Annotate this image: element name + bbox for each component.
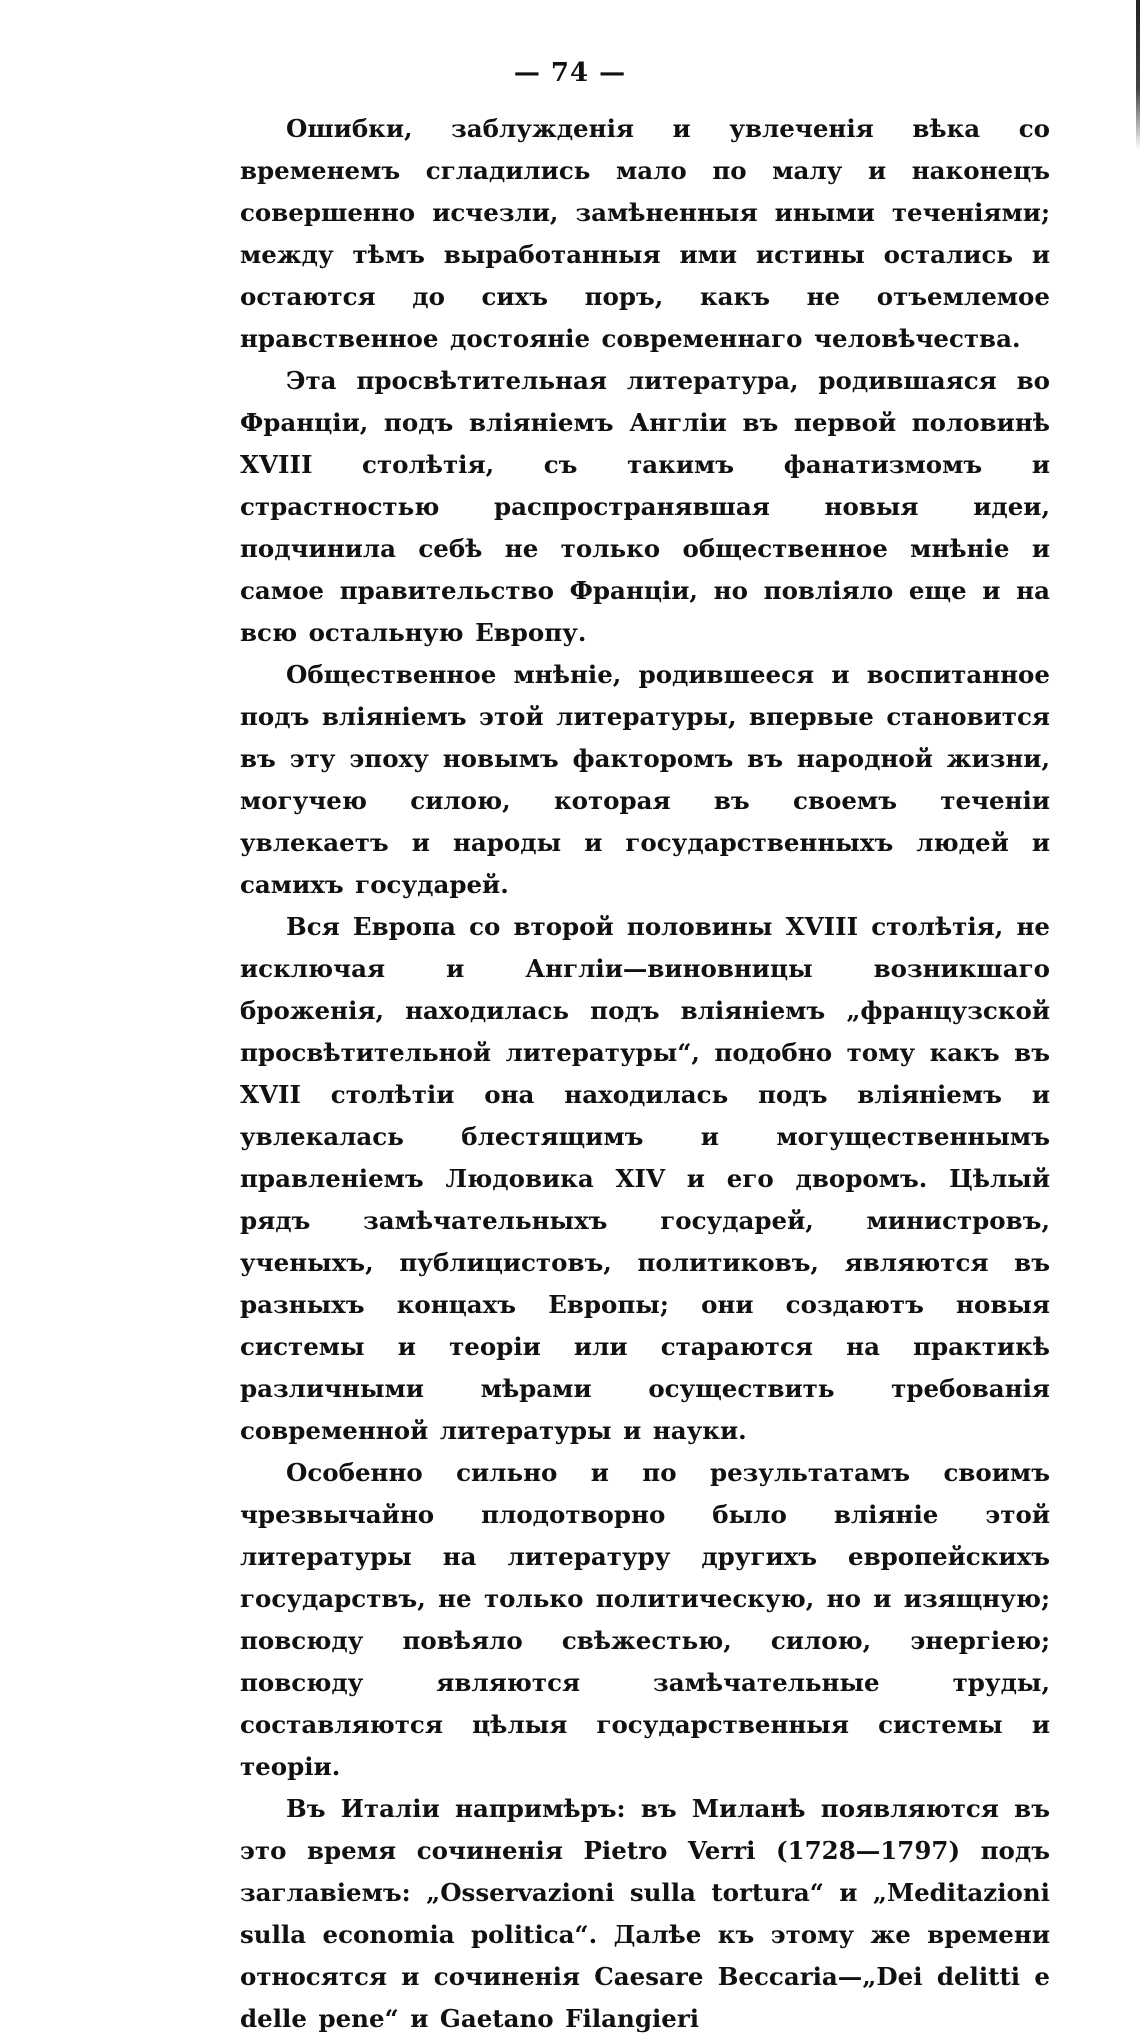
body-text [240, 108, 1050, 2040]
paragraph-public-opinion: Общественное мнѣніе, родившееся и воспитанное подъ вліяніемъ этой литературы, впервые становится въ эту эпоху новымъ факторомъ въ народной жизни, могучею силою, которая въ своемъ теченіи увлекаетъ и народы и государственныхъ людей и самихъ государей. [240, 660, 1050, 899]
paragraph-all-europe: Вся Европа со второй половины XVIII столѣтія, не исключая и Англіи—виновницы возникшаго броженія, находилась подъ вліяніемъ „французской просвѣтительной литературы“, подобно тому какъ въ XVII столѣтіи она находилась подъ вліяніемъ и увлекалась блестящимъ и могущественнымъ правленіемъ Людовика XIV и его дворомъ. Цѣлый рядъ замѣчательныхъ государей, министровъ, ученыхъ, публицистовъ, политиковъ, являются въ разныхъ концахъ Европы; они создаютъ новыя системы и теоріи или стараются на практикѣ различными мѣрами осуществить требованія современной литературы и науки. [240, 912, 1050, 1445]
page-number: — 74 — [513, 58, 627, 88]
paragraph-errors-of-the-age: Ошибки, заблужденія и увлеченія вѣка со временемъ сгладились мало по малу и наконецъ совершенно исчезли, замѣненныя иными теченіями; между тѣмъ выработанныя ими истины остались и остаются до сихъ поръ, какъ не отъемлемое нравственное достояніе современнаго человѣчества. [240, 114, 1050, 353]
paragraph-italy: Въ Италіи напримѣръ: въ Миланѣ появляются въ это время сочиненія Pietro Verri (1728—1797) подъ заглавіемъ: „Osservazioni sulla tortura“ и „Meditazioni sulla economia politica“. Далѣе къ этому же времени относятся и сочиненія Caesare Beccaria—„Dei delitti e delle pene“ и Gaetano Filangieri [240, 1794, 1050, 2033]
paragraph-enlightenment-literature: Эта просвѣтительная литература, родившаяся во Франціи, подъ вліяніемъ Англіи въ первой половинѣ XVIII столѣтія, съ такимъ фанатизмомъ и страстностью распространявшая новыя идеи, подчинила себѣ не только общественное мнѣніе и самое правительство Франціи, но повліяло еще и на всю остальную Европу. [240, 366, 1050, 647]
paragraph-influence-on-literature: Особенно сильно и по результатамъ своимъ чрезвычайно плодотворно было вліяніе этой литературы на литературу другихъ европейскихъ государствъ, не только политическую, но и изящную; повсюду повѣяло свѣжестью, силою, энергіею; повсюду являются замѣчательные труды, составляются цѣлыя государственныя системы и теоріи. [240, 1458, 1050, 1781]
